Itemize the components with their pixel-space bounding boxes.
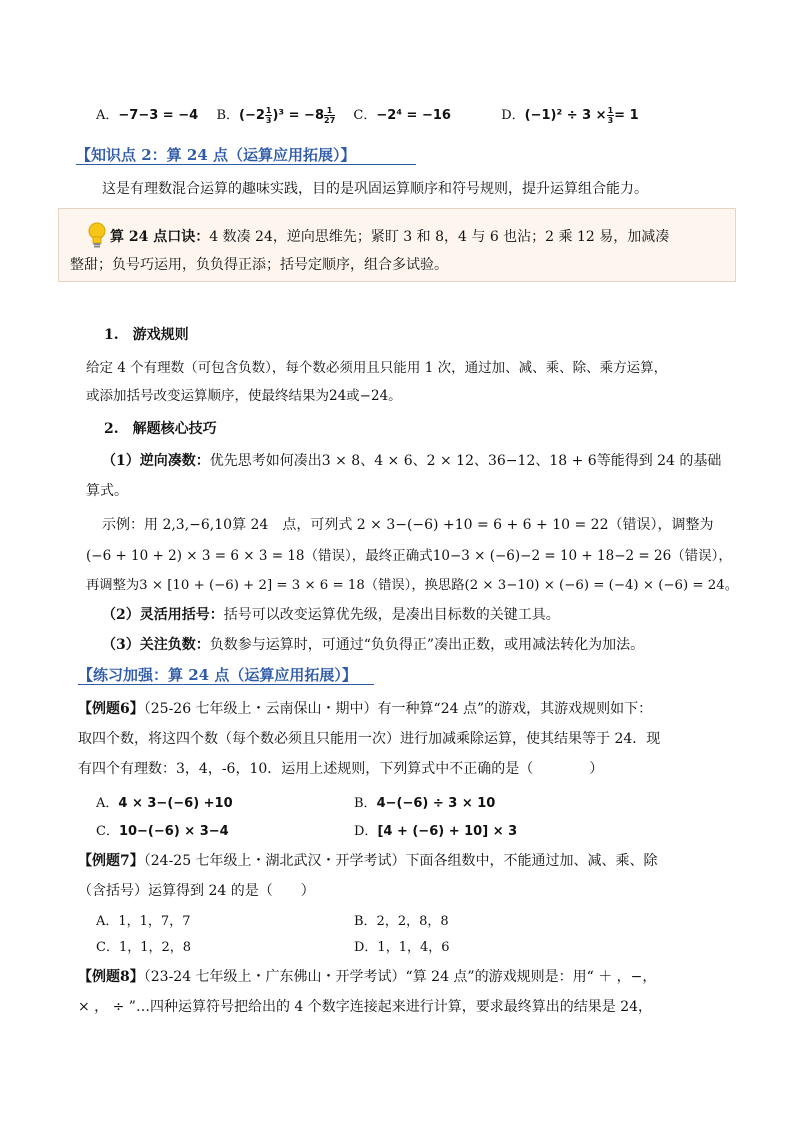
example-6-option-b: B．4−(−6) ÷ 3 × 10 <box>354 796 496 811</box>
technique-3: （3）关注负数：负数参与运算时，可通过“负负得正”凑出正数，或用减法转化为加法。 <box>102 637 645 653</box>
technique-1-line-1: （1）逆向凑数：优先思考如何凑出3 × 8、4 × 6、2 × 12、36−12、18 + 6等能得到 24 的基础 <box>102 453 722 469</box>
tip-line-1: 算 24 点口诀：4 数凑 24，逆向思维先；紧盯 3 和 8，4 与 6 也沾；2 乘 12 易，加减凑 <box>110 229 670 245</box>
example-7-line-2: （含括号）运算得到 24 的是（ ） <box>78 883 315 899</box>
example-6-option-d: D．[4 + (−6) + 10] × 3 <box>354 824 518 839</box>
section-1-title: 1. 游戏规则 <box>104 327 189 343</box>
tip-line-2: 整甜；负号巧运用，负负得正添；括号定顺序，组合多试验。 <box>70 257 448 273</box>
example-7-line-1: 【例题7】（24-25 七年级上・湖北武汉・开学考试）下面各组数中，不能通过加、减、乘、除 <box>78 853 658 869</box>
section-2-title: 2. 解题核心技巧 <box>104 421 217 437</box>
tip-title: 算 24 点口诀： <box>110 229 210 245</box>
example-7-option-b: B．2，2，8，8 <box>354 914 449 929</box>
lightbulb-icon <box>88 222 106 250</box>
prev-question-options: A．−7−3 = −4 B．(−2 $\frac{1}{3}$ )³ = −8 $\frac{1}{27}$ C．−2⁴ = −16 D．(−1)² ÷ 3 × $\frac{1}{3}$ = 1 <box>96 106 639 125</box>
example-6-line-3: 有四个有理数：3，4，-6，10．运用上述规则，下列算式中不正确的是（ ） <box>78 761 604 777</box>
practice-heading: 【练习加强：算 24 点（运算应用拓展）】 <box>78 666 357 684</box>
example-8-line-2: × ， ÷ ”…四种运算符号把给出的 4 个数字连接起来进行计算，要求最终算出的结果是 24， <box>78 999 653 1015</box>
example-6-option-c: C．10−(−6) × 3−4 <box>96 824 229 839</box>
kp2-intro: 这是有理数混合运算的趣味实践，目的是巩固运算顺序和符号规则，提升运算组合能力。 <box>102 181 648 197</box>
example-line-2: (−6 + 10 + 2) × 3 = 6 × 3 = 18（错误），最终正确式10−3 × (−6)−2 = 10 + 18−2 = 26（错误）， <box>86 548 732 564</box>
option-a-expr: −7−3 = −4 <box>118 108 199 123</box>
example-line-1: 示例：用 2,3,−6,10算 24 点，可列式 2 × 3−(−6) +10 = 6 + 6 + 10 = 22（错误），调整为 <box>102 517 714 533</box>
example-6-line-2: 取四个数，将这四个数（每个数必须且只能用一次）进行加减乘除运算，使其结果等于 24．现 <box>78 731 661 747</box>
technique-1-line-2: 算式。 <box>86 483 128 499</box>
example-7-option-a: A．1，1，7，7 <box>96 914 191 929</box>
section-1-line-2: 或添加括号改变运算顺序，使最终结果为24或−24。 <box>86 388 402 404</box>
option-d-expr: (−1)² ÷ 3 × $\frac{1}{3}$ = 1 <box>524 106 639 125</box>
example-6-option-a: A．4 × 3−(−6) +10 <box>96 796 233 811</box>
example-8-line-1: 【例题8】（23-24 七年级上・广东佛山・开学考试）“算 24 点”的游戏规则是：用“ ＋ ，−， <box>78 969 657 985</box>
option-b-expr: (−2 $\frac{1}{3}$ )³ = −8 $\frac{1}{27}$ <box>239 106 336 125</box>
example-line-3: 再调整为3 × [10 + (−6) + 2] = 3 × 6 = 18（错误），换思路(2 × 3−10) × (−6) = (−4) × (−6) = 24。 <box>86 578 738 593</box>
option-c-expr: −2⁴ = −16 <box>376 108 451 123</box>
section-1-line-1: 给定 4 个有理数（可包含负数），每个数必须用且只能用 1 次，通过加、减、乘、除、乘方运算， <box>86 360 668 376</box>
example-7-option-c: C．1，1，2，8 <box>96 940 192 955</box>
technique-2: （2）灵活用括号：括号可以改变运算优先级，是凑出目标数的关键工具。 <box>102 607 560 623</box>
kp2-heading-underline <box>76 164 416 165</box>
practice-heading-underline <box>78 684 374 685</box>
kp2-heading: 【知识点 2：算 24 点（运算应用拓展）】 <box>76 146 356 164</box>
example-7-option-d: D．1，1，4，6 <box>354 940 450 955</box>
example-6-line-1: 【例题6】（25-26 七年级上・云南保山・期中）有一种算“24 点”的游戏，其游戏规则如下： <box>78 701 653 717</box>
